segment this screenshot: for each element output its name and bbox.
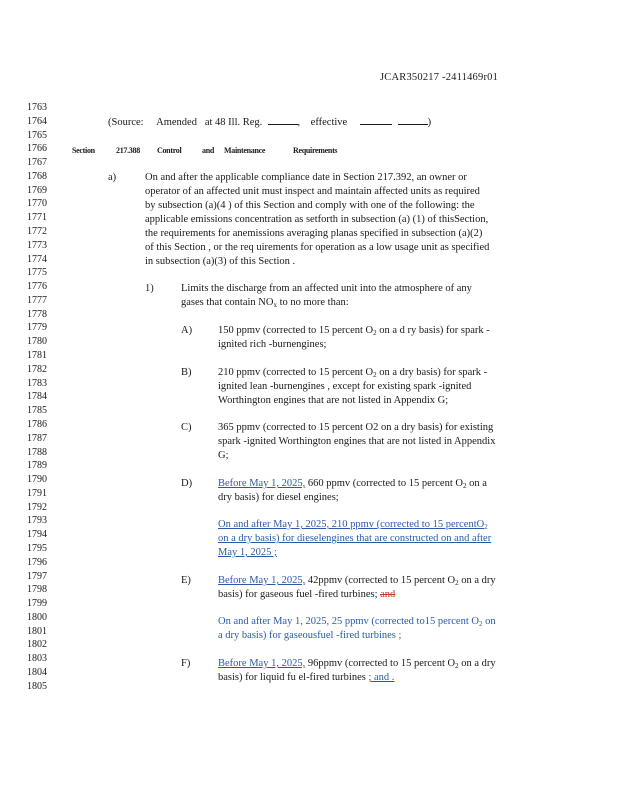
line-number: 1764 [27,115,47,127]
inserted-text: On and after May 1, 2025, 25 ppmv (corrected to15 percent O [218,616,479,627]
section-title-word-4: Requirements [293,146,338,155]
item-b-marker: B) [181,367,192,378]
item-b-text: on a dry basis) for spark - [376,367,488,378]
para-a-line: in subsection (a)(3) of this Section . [145,256,296,267]
item-b-text: 210 ppmv (corrected to 15 percent O [218,367,374,378]
para-a-marker: a) [108,172,117,183]
line-number: 1770 [27,198,47,210]
line-number: 1775 [27,267,47,279]
line-number: 1805 [27,680,47,692]
line-number: 1783 [27,377,47,389]
blank-effective-month [360,115,392,125]
item-d-text: on a [466,478,487,489]
inserted-line: May 1, 2025 ; [218,547,277,558]
line-number: 1790 [27,474,47,486]
line-number: 1801 [27,625,47,637]
line-number: 1782 [27,363,47,375]
line-number: 1780 [27,336,47,348]
line-number: 1793 [27,515,47,527]
item-1-line [181,296,349,310]
item-c-line: G; [218,450,229,461]
subscript: 2 [373,329,377,337]
para-a-line: the requirements for anemissions averaging planas specified in subsection (a)(2) [145,228,483,239]
inserted-line: on a dry basis) for dieselengines that are constructed on and after [218,533,492,544]
item-f-text: basis) for liquid fu el-fired turbines [218,672,366,683]
line-number: 1789 [27,460,47,472]
subscript: 2 [478,620,483,628]
para-a-line: applicable emissions concentration as setforth in subsection (a) (1) of thisSection, [145,214,489,225]
line-number: 1785 [27,405,47,417]
item-1-text: to no more than: [276,297,349,308]
subscript: 2 [455,662,459,670]
item-a-marker: A) [181,325,193,336]
para-a-line: by subsection (a)(4 ) of this Section and comply with one of the following: the [145,200,475,211]
line-number: 1804 [27,666,47,678]
inserted-text: Before May 1, 2025, [218,658,306,669]
item-b-line: Worthington engines that are not listed in Appendix G; [218,395,449,406]
line-number: 1771 [27,212,47,224]
item-d-line: dry basis) for diesel engines; [218,492,339,503]
section-title-word-2: and [202,146,214,155]
line-number: 1779 [27,322,47,334]
blank-effective-day [398,115,428,125]
source-close: ) [427,117,432,128]
item-b-line: ignited lean -burnengines , except for existing spark -ignited [218,381,472,392]
subscript: 2 [455,579,459,587]
source-open: (Source: [108,117,144,128]
line-number: 1781 [27,350,47,362]
section-label: Section [72,146,95,155]
item-e-marker: E) [181,575,191,586]
line-number: 1787 [27,432,47,444]
inserted-text: ; and . [368,672,395,683]
line-number: 1766 [27,143,47,155]
subscript: 2 [462,482,467,490]
item-1-line: Limits the discharge from an affected unit into the atmosphere of any [181,283,472,294]
source-register: at 48 Ill. Reg. [204,117,263,128]
item-f-text: 96ppmv (corrected to 15 percent O [305,658,456,669]
line-number: 1788 [27,446,47,458]
document-id: JCAR350217 -2411469r01 [380,72,499,83]
item-e-text: on a dry [458,575,496,586]
para-a-line: operator of an affected unit must inspect and maintain affected units as required [145,186,480,197]
line-number: 1776 [27,281,47,293]
source-effective: effective [310,117,348,128]
item-a-line [218,324,490,338]
para-a-line: of this Section , or the req uirements for operation as a low usage unit as specified [145,242,490,253]
line-number: 1786 [27,418,47,430]
item-a-line: ignited rich -burnengines; [218,339,327,350]
item-b-line [218,366,487,380]
line-number: 1798 [27,584,47,596]
item-d-text: 660 ppmv (corrected to 15 percent O [305,478,463,489]
deleted-text: and [380,589,396,600]
item-a-text: 150 ppmv (corrected to 15 percent O [218,325,374,336]
subscript: x [273,301,277,309]
line-number: 1763 [27,102,47,113]
source-note [108,115,431,130]
line-number: 1799 [27,598,47,610]
source-amended: Amended [156,117,197,128]
blank-register-number [268,115,298,125]
inserted-line: a dry basis) for gaseousfuel -fired turbines ; [218,630,402,641]
line-number: 1769 [27,184,47,196]
line-number: 1767 [27,157,47,169]
inserted-text: On and after May 1, 2025, 210 ppmv (corrected to 15 percentO [218,519,485,530]
subscript: 2 [484,523,488,531]
inserted-line [218,518,488,532]
item-c-line: 365 ppmv (corrected to 15 percent O2 on a dry basis) for existing [218,422,494,433]
inserted-text: on [482,616,496,627]
line-number: 1773 [27,239,47,251]
line-number: 1797 [27,570,47,582]
item-e-line [218,588,395,602]
inserted-line [218,615,496,629]
line-number: 1772 [27,226,47,238]
line-number: 1794 [27,529,47,541]
item-d-line [218,477,487,491]
line-number: 1792 [27,501,47,513]
item-d-marker: D) [181,478,193,489]
line-number: 1802 [27,639,47,651]
item-f-line [218,671,394,685]
line-number: 1795 [27,542,47,554]
line-number: 1778 [27,308,47,320]
item-e-line [218,574,496,588]
para-a-line: On and after the applicable compliance date in Section 217.392, an owner or [145,172,467,183]
item-1-text: gases that contain NO [181,297,274,308]
item-1-marker: 1) [145,283,154,294]
line-number: 1774 [27,253,47,265]
line-number: 1777 [27,294,47,306]
item-f-marker: F) [181,658,191,669]
line-number: 1784 [27,391,47,403]
item-f-text: on a dry [458,658,496,669]
line-number: 1765 [27,129,47,141]
source-comma: , [297,117,301,128]
section-title-word-3: Maintenance [224,146,266,155]
item-f-line [218,657,496,671]
item-e-text: basis) for gaseous fuel -fired turbines; [218,589,378,600]
line-number: 1800 [27,611,47,623]
item-e-text: 42ppmv (corrected to 15 percent O [305,575,456,586]
item-c-marker: C) [181,422,192,433]
line-number: 1791 [27,487,47,499]
item-a-text: on a d ry basis) for spark - [376,325,490,336]
inserted-text: Before May 1, 2025, [218,478,306,489]
line-number: 1796 [27,556,47,568]
inserted-text: Before May 1, 2025, [218,575,306,586]
subscript: 2 [373,371,377,379]
line-number: 1768 [27,170,47,182]
section-title-word-1: Control [157,146,182,155]
item-c-line: spark -ignited Worthington engines that are not listed in Appendix [218,436,496,447]
line-number: 1803 [27,653,47,665]
section-number: 217.388 [116,146,140,155]
